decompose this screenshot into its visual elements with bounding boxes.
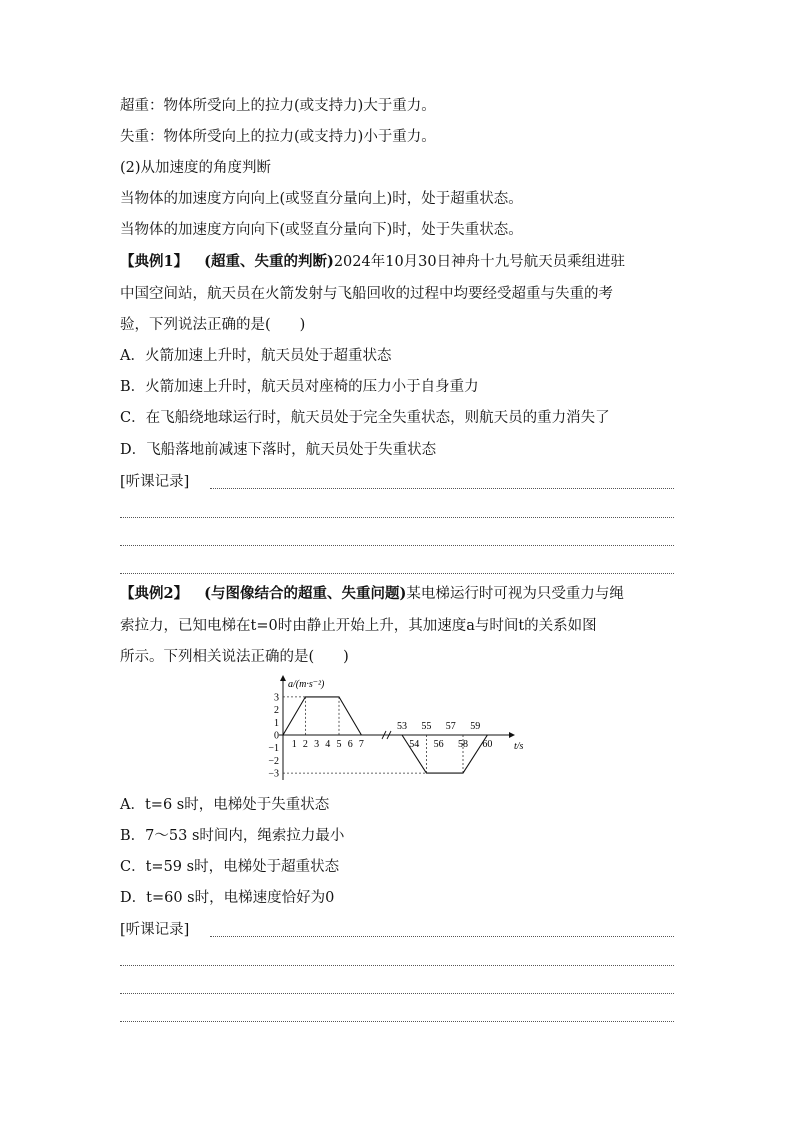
x-tick-label-below: 56 [433,739,444,750]
example1-notes-label: [听课记录] [120,474,190,490]
x-tick-label-below: 58 [458,739,468,750]
y-tick-label: 0 [274,730,279,742]
acceleration-time-graph [262,672,538,784]
example1-notes-line-3[interactable] [120,545,674,546]
example2-stem-line-2: 索拉力，已知电梯在t=0时由静止开始上升，其加速度a与时间t的关系如图 [120,618,597,634]
example2-notes-line-4[interactable] [120,1021,674,1022]
x-tick-label-above: 55 [421,721,432,732]
example1-topic: (超重、失重的判断) [204,253,334,270]
y-tick-label: −3 [268,768,279,780]
y-tick-label: 3 [274,692,279,704]
example2-notes-line-3[interactable] [120,993,674,994]
example2-topic: (与图像结合的超重、失重问题) [204,585,407,602]
y-tick-label: 2 [274,705,279,717]
example2-notes-label: [听课记录] [120,922,190,938]
example1-notes-line-1[interactable] [210,488,674,489]
section-heading-2: (2)从加速度的角度判断 [120,160,272,176]
example2-stem-line-3: 所示。下列相关说法正确的是( ) [120,649,349,665]
x-tick-label-above: 53 [397,721,407,732]
x-tick-label-above: 57 [445,721,456,732]
y-axis-label: a/(m·s⁻²) [288,679,325,690]
example1-tag: 【典例1】 [120,253,189,270]
y-tick-label: 1 [274,717,279,729]
x-axis-label: t/s [514,741,524,752]
example2-option-a: A．t=6 s时，电梯处于失重状态 [120,797,330,813]
example2-stem-line-1 [120,584,624,604]
x-tick-label-below: 54 [409,739,420,750]
example1-option-b: B．火箭加速上升时，航天员对座椅的压力小于自身重力 [120,379,479,395]
x-tick-label: 1 [291,739,297,750]
x-tick-label: 2 [302,739,308,750]
example2-option-c: C．t=59 s时，电梯处于超重状态 [120,859,340,875]
example2-notes-line-1[interactable] [210,936,674,937]
example1-option-c: C．在飞船绕地球运行时，航天员处于完全失重状态，则航天员的重力消失了 [120,410,610,426]
y-tick-label: −2 [268,755,279,767]
x-tick-label-below: 60 [482,739,493,750]
example2-stem-rest: 某电梯运行时可视为只受重力与绳 [406,586,624,602]
x-tick-label: 3 [314,739,320,750]
intro-line-1: 超重：物体所受向上的拉力(或支持力)大于重力。 [120,98,436,114]
x-tick-label: 7 [358,739,364,750]
example1-stem-line-1 [120,252,625,272]
x-tick-label-above: 59 [470,721,481,732]
example2-option-b: B．7～53 s时间内，绳索拉力最小 [120,828,345,844]
example1-option-d: D．飞船落地前减速下落时，航天员处于失重状态 [120,442,437,458]
example2-notes-line-2[interactable] [120,965,674,966]
intro-line-2: 失重：物体所受向上的拉力(或支持力)小于重力。 [120,129,436,145]
example1-option-a: A．火箭加速上升时，航天员处于超重状态 [120,348,392,364]
example2-option-d: D．t=60 s时，电梯速度恰好为0 [120,890,335,906]
x-tick-label: 6 [347,739,353,750]
example1-stem-line-3: 验，下列说法正确的是( ) [120,317,306,333]
example1-notes-line-4[interactable] [120,573,674,574]
example1-stem-rest: 2024年10月30日神舟十九号航天员乘组进驻 [333,254,626,270]
example1-notes-line-2[interactable] [120,517,674,518]
x-tick-label: 4 [325,739,331,750]
y-tick-label: −1 [268,743,279,755]
example1-stem-line-2: 中国空间站，航天员在火箭发射与飞船回收的过程中均要经受超重与失重的考 [120,286,613,302]
x-tick-label: 5 [336,739,342,750]
intro-line-4: 当物体的加速度方向向下(或竖直分量向下)时，处于失重状态。 [120,222,523,238]
example2-tag: 【典例2】 [120,585,189,602]
intro-line-3: 当物体的加速度方向向上(或竖直分量向上)时，处于超重状态。 [120,191,523,207]
